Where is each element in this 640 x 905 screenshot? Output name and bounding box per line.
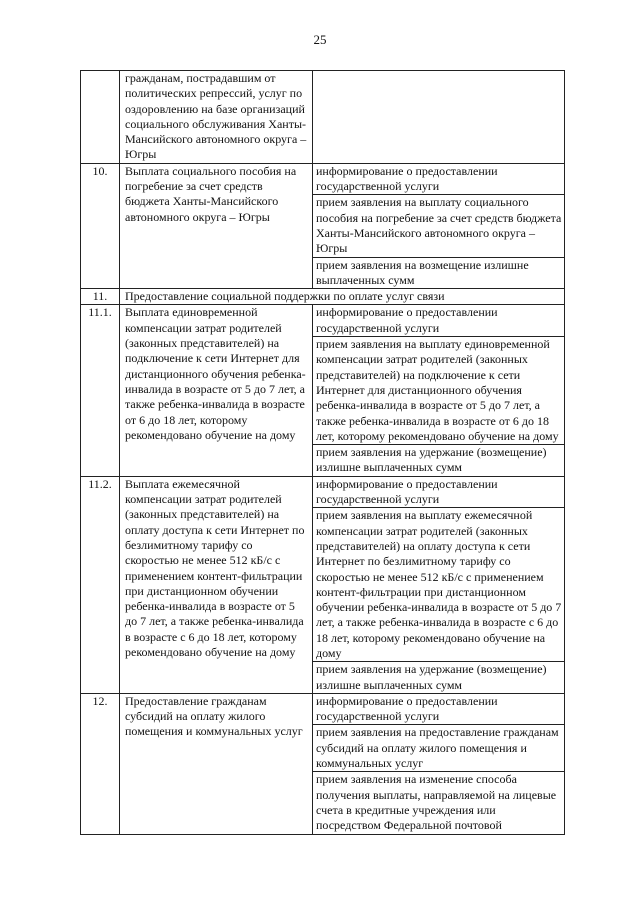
table-row xyxy=(81,163,565,288)
procedure-cell xyxy=(313,476,565,693)
procedure-item: информирование о предоставлении государственной услуги xyxy=(316,163,498,194)
section-title: Предоставление социальной поддержки по оплате услуг связи xyxy=(120,289,565,305)
procedure-item: прием заявления на возмещение излишне выплаченных сумм xyxy=(313,257,564,289)
service-name: Предоставление гражданам субсидий на оплату жилого помещения и коммунальных услуг xyxy=(120,693,313,834)
service-name: Выплата единовременной компенсации затрат родителей (законных представителей) на подключение к сети Интернет для дистанционного обучения ребенка-инвалида в возрасте от 5 до 7 лет, а также ребенка-инвалида в возрасте от 6 до 18 лет, которому рекомендовано обучение на дому xyxy=(120,305,313,476)
service-name: Выплата ежемесячной компенсации затрат родителей (законных представителей) на оплату доступа к сети Интернет по безлимитному тарифу со скоростью не менее 512 кБ/с с применением контент-фильтрации при дистанционном обучении ребенка-инвалида в возрасте от 5 до 7 лет, а также ребенка-инвалида в возрасте с 6 до 18 лет, которому рекомендовано обучение на дому xyxy=(120,476,313,693)
procedure-item: прием заявления на удержание (возмещение) излишне выплаченных сумм xyxy=(313,661,564,693)
section-row xyxy=(81,289,565,305)
page-number: 25 xyxy=(313,32,327,47)
procedure-item: информирование о предоставлении государственной услуги xyxy=(316,693,498,724)
row-number: 11.2. xyxy=(81,476,120,693)
procedure-item: прием заявления на предоставление гражданам субсидий на оплату жилого помещения и коммунальных услуг xyxy=(313,724,564,771)
table-row xyxy=(81,71,565,164)
procedure-cell xyxy=(313,693,565,834)
table-row xyxy=(81,476,565,693)
procedure-item: информирование о предоставлении государственной услуги xyxy=(316,476,498,507)
procedure-item: прием заявления на удержание (возмещение) излишне выплаченных сумм xyxy=(313,444,564,476)
row-number: 10. xyxy=(81,163,120,288)
procedure-cell xyxy=(313,163,565,288)
procedure-cell xyxy=(313,71,565,164)
procedure-item: прием заявления на выплату ежемесячной компенсации затрат родителей (законных представителей) на оплату доступа к сети Интернет по безлимитному тарифу со скоростью не менее 512 кБ/с с применением контент-фильтрации при дистанционном обучении ребенка-инвалида в возрасте от 5 до 7 лет, а также ребенка-инвалида в возрасте с 6 до 18 лет, которому рекомендовано обучение на дому xyxy=(313,507,564,661)
row-number: 11. xyxy=(81,289,120,305)
procedure-item: информирование о предоставлении государственной услуги xyxy=(316,305,498,335)
row-number xyxy=(81,71,120,164)
procedure-cell xyxy=(313,305,565,476)
row-number: 12. xyxy=(81,693,120,834)
table-row xyxy=(81,693,565,834)
procedure-item: прием заявления на выплату социального пособия на погребение за счет средств бюджета Ханты-Мансийского автономного округа – Югры xyxy=(313,194,564,256)
table-row xyxy=(81,305,565,476)
procedure-item: прием заявления на выплату единовременной компенсации затрат родителей (законных представителей) на подключение к сети Интернет для дистанционного обучения ребенка-инвалида в возрасте от 5 до 7 лет, а также ребенка-инвалида в возрасте от 6 до 18 лет, которому рекомендовано обучение на дому xyxy=(313,336,564,444)
service-name: гражданам, пострадавшим от политических репрессий, услуг по оздоровлению на базе организаций социального обслуживания Ханты-Мансийского автономного округа – Югры xyxy=(120,71,313,164)
procedure-item: прием заявления на изменение способа получения выплаты, направляемой на лицевые счета в кредитные учреждения или посредством Федеральной почтовой xyxy=(313,771,564,833)
services-table xyxy=(80,70,565,835)
service-name: Выплата социального пособия на погребение за счет средств бюджета Ханты-Мансийского автономного округа – Югры xyxy=(120,163,313,288)
row-number: 11.1. xyxy=(81,305,120,476)
